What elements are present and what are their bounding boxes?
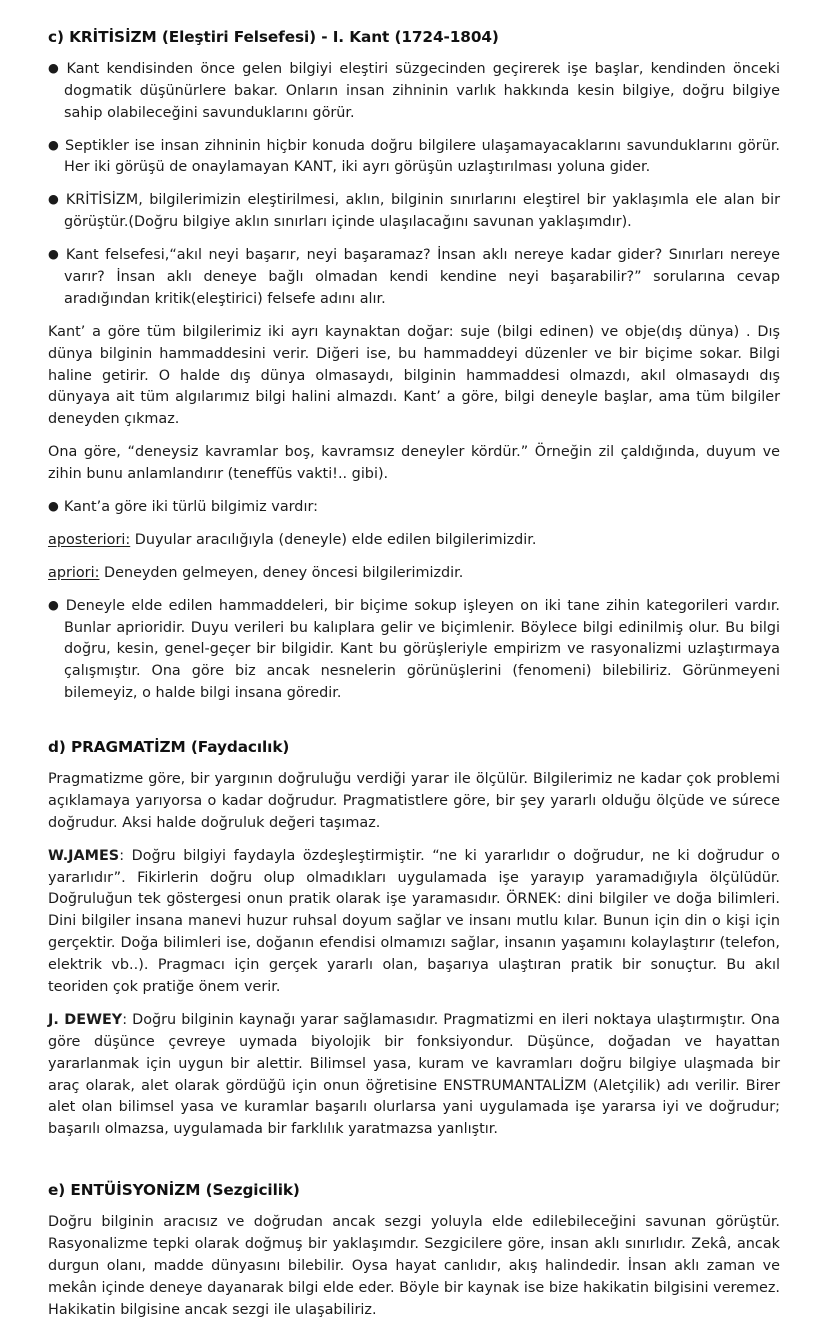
paragraph-philosopher-james — [48, 846, 780, 999]
paragraph-bulleted — [48, 245, 780, 311]
bullet-icon: ● — [48, 191, 61, 207]
paragraph-text: Kant’ a göre tüm bilgilerimiz iki ayrı kaynaktan doğar: suje (bilgi edinen) ve obje(dış dünya) . Dış dünya bilginin hammaddesini verir. Diğeri ise, bu hammaddeyi düzenler ve bir biçime sokar. Bilgi haline getirir. O halde dış dünya olmasaydı, bilginin hammaddesi olmazdı, akıl olmasaydı dış dünyaya ait tüm algılarımız bilgi halini almazdı. Kant’ a göre, bilgi deneyle başlar, ama tüm bilgiler deneyden çıkmaz. — [48, 323, 780, 428]
paragraph-text: KRİTİSİZM, bilgilerimizin eleştirilmesi, aklın, bilginin sınırlarını eleştirel bir yaklaşımla ele alan bir görüştür.(Doğru bilgiye aklın sınırları içinde ulaşılacağını savunan yaklaşımdır). — [64, 192, 780, 231]
term-label: apriori: — [48, 564, 100, 581]
paragraph-text: Kant felsefesi,“akıl neyi başarır, neyi başaramaz? İnsan aklı nereye kadar gider? Sınırları nereye varır? İnsan aklı deneye bağlı olmadan kendi kendine neyi başarabilir?” sorularına cevap aradığından kritik(eleştirici) felsefe adını alır. — [64, 247, 780, 307]
paragraph-plain — [48, 442, 780, 486]
paragraph-philosopher-dewey — [48, 1010, 780, 1141]
section-heading-kritisizm: c) KRİTİSİZM (Eleştiri Felsefesi) - I. Kant (1724-1804) — [48, 28, 499, 46]
paragraph-text: Doğru bilginin aracısız ve doğrudan ancak sezgi yoluyla elde edilebileceğini savunan görüştür. Rasyonalizme tepki olarak doğmuş bir yaklaşımdır. Sezgicilere göre, insan aklı sınırlıdır. Zekâ, ancak durgun olanı, madde dünyasını bilebilir. Oysa hayat canlıdır, akış halindedir. İnsan aklı zaman ve mekân içinde deneye dayanarak bilgi elde eder. Böyle bir kaynak ise bize hakikatin bilgisini veremez. Hakikatin bilgisine ancak sezgi ile ulaşabiliriz. — [48, 1214, 780, 1318]
paragraph-bulleted — [48, 136, 780, 180]
paragraph-text: Deneyden gelmeyen, deney öncesi bilgilerimizdir. — [99, 564, 464, 581]
paragraph-text: Kant kendisinden önce gelen bilgiyi eleştiri süzgecinden geçirerek işe başlar, kendinden önceki dogmatik düşünürlere bakar. Onların insan zihninin varlık hakkında kesin bilgiye, doğru bilgiye sahip olabileceğini savunduklarını görür. — [64, 60, 780, 121]
paragraph-text: Pragmatizme göre, bir yargının doğruluğu verdiği yarar ile ölçülür. Bilgilerimiz ne kadar çok problemi açıklamaya yarıyorsa o kadar doğrudur. Pragmatistlere göre, bir şey yararlı olduğu ölçüde ve súrece doğrudur. Aksi halde doğruluk değeri taşımaz. — [48, 771, 780, 831]
paragraph-plain — [48, 769, 780, 835]
bullet-icon: ● — [48, 596, 61, 612]
philosopher-name: W.JAMES — [48, 847, 120, 864]
philosopher-name: J. DEWEY — [48, 1011, 123, 1028]
document-body — [48, 28, 780, 1322]
paragraph-bulleted — [48, 497, 780, 519]
paragraph-text: : Doğru bilgiyi faydayla özdeşleştirmiştir. “ne ki yararlıdır o doğrudur, ne ki doğrudur o yararlıdır”. Fikirlerin doğru olup olmadıkları uygulamada işe yarayıp yaramadığıyla ölçülüdür. Doğruluğun tek göstergesi onun pratik olarak işe yaramasıdır. ÖRNEK: dini bilgiler ve doğa bilimleri. Dini bilgiler insana manevi huzur ruhsal doyum sağlar ve insanı mutlu kılar. Bunun için din o kişi için gerçektir. Doğa bilimleri ise, doğanın efendisi olmamızı sağlar, insanın yaşamını kolaylaştırır (telefon, elektrik vb..). Pragmacı için gerçek yararlı olan, başarıya ulaştıran pratik bir sonuçtur. Bu akıl teoriden çok pratiğe önem verir. — [48, 847, 780, 996]
bullet-icon: ● — [48, 59, 62, 75]
paragraph-definition-aposteriori — [48, 530, 780, 552]
paragraph-text: Ona göre, “deneysiz kavramlar boş, kavramsız deneyler kördür.” Örneğin zil çaldığında, duyum ve zihin bunu anlamlandırır (teneffüs vakti!.. gibi). — [48, 444, 780, 483]
paragraph-text: Septikler ise insan zihninin hiçbir konuda doğru bilgilere ulaşamayacaklarını savunduklarını görür. Her iki görüşü de onaylamayan KANT, iki ayrı görüşün uzlaştırılması yoluna gider. — [64, 137, 780, 176]
bullet-icon: ● — [48, 136, 60, 152]
paragraph-bulleted — [48, 59, 780, 125]
paragraph-bulleted — [48, 190, 780, 234]
bullet-icon: ● — [48, 246, 61, 262]
term-label: aposteriori: — [48, 531, 131, 548]
paragraph-bulleted — [48, 596, 780, 705]
paragraph-text: Deneyle elde edilen hammaddeleri, bir biçime sokup işleyen on iki tane zihin kategorileri vardır. Bunlar aprioridir. Duyu verileri bu kalıplara gelir ve biçimlenir. Böylece bilgi edinilmiş olur. Bu bilgi doğru, kesin, genel-geçer bir bilgidir. Kant bu görüşleriyle empirizm ve rasyonalizmi uzlaştırmaya çalışmıştır. Ona göre biz ancak nesnelerin görünüşlerini (fenomeni) bilebiliriz. Görünmeyeni bilemeyiz, o halde bilgi insana göredir. — [64, 597, 780, 702]
paragraph-plain — [48, 322, 780, 431]
paragraph-definition-apriori — [48, 563, 780, 585]
paragraph-text: Duyular aracılığıyla (deneyle) elde edilen bilgilerimizdir. — [130, 531, 537, 548]
section-heading-pragmatizm: d) PRAGMATİZM (Faydacılık) — [48, 738, 290, 757]
paragraph-text: : Doğru bilginin kaynağı yarar sağlamasıdır. Pragmatizmi en ileri noktaya ulaştırmıştır. Ona göre düşünce çevreye uymada biyolojik bir fonksiyondur. Düşünce, doğadan ve hayattan yararlanmak için uygun bir alettir. Bilimsel yasa, kuram ve kavramları doğru bilgiye ulaşmada bir araç olarak, alet olarak gördüğü için onun öğretisine ENSTRUMANTALİZM (Aletçilik) adı verilir. Birer alet olan bilimsel yasa ve kuramlar başarılı olurlarsa yani uygulamada işe yararsa iyi ve doğrudur; başarılı olmazsa, uygulamada bir farklılık yaratmazsa yanlıştır. — [48, 1011, 780, 1138]
section-heading-entuisyonizm: e) ENTÜİSYONİZM (Sezgicilik) — [48, 1181, 300, 1200]
paragraph-text: Kant’a göre iki türlü bilgimiz vardır: — [63, 499, 318, 516]
paragraph-plain — [48, 1212, 780, 1321]
bullet-icon: ● — [48, 498, 59, 514]
